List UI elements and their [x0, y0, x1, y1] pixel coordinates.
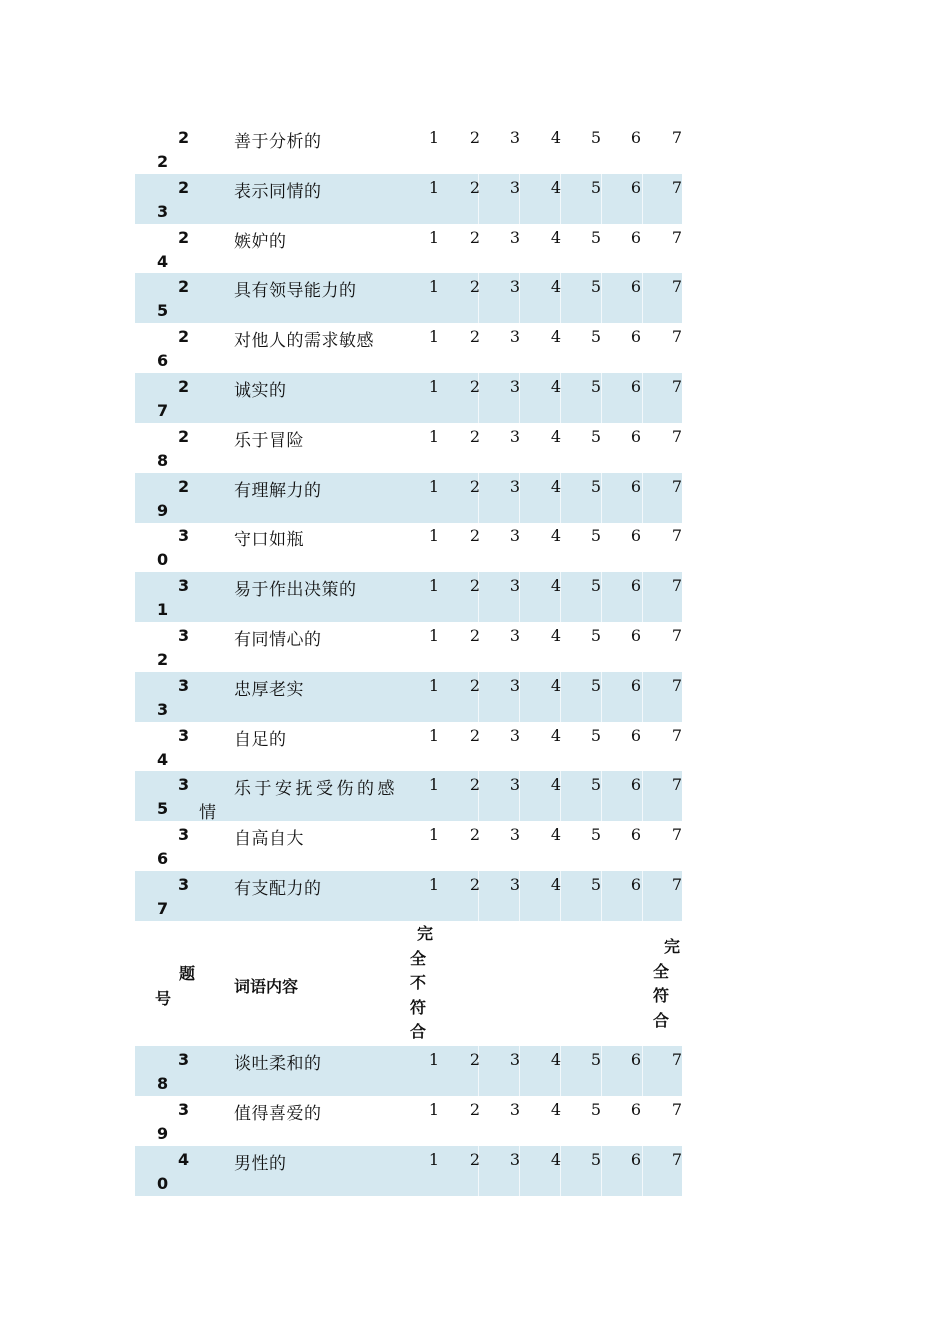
- score-option-7[interactable]: 7: [671, 1149, 683, 1169]
- score-option-5[interactable]: 5: [590, 1149, 602, 1169]
- score-option-3[interactable]: 3: [509, 476, 521, 496]
- score-option-5[interactable]: 5: [590, 626, 602, 645]
- score-option-6[interactable]: 6: [630, 476, 642, 496]
- score-option-2[interactable]: 2: [469, 426, 481, 446]
- score-option-3[interactable]: 3: [509, 1050, 521, 1069]
- score-option-4[interactable]: 4: [550, 576, 562, 596]
- score-option-4[interactable]: 4: [550, 327, 562, 347]
- left-anchor-char: 符: [409, 997, 426, 1017]
- score-option-2[interactable]: 2: [469, 177, 481, 197]
- score-option-5[interactable]: 5: [590, 576, 602, 596]
- item-word: 易于作出决策的: [234, 580, 357, 601]
- item-number: [135, 522, 230, 572]
- score-option-7[interactable]: 7: [671, 377, 683, 396]
- item-word: 有支配力的: [234, 879, 322, 899]
- score-option-7[interactable]: 7: [671, 775, 683, 795]
- item-number: [135, 1046, 230, 1096]
- item-number: [135, 871, 230, 921]
- score-option-3[interactable]: 3: [509, 227, 521, 247]
- score-option-4[interactable]: 4: [550, 526, 562, 546]
- score-option-2[interactable]: 2: [469, 377, 481, 396]
- item-number-digit-2: 8: [157, 450, 169, 470]
- item-number: [135, 373, 230, 423]
- item-number-digit-1: 3: [178, 1099, 190, 1119]
- score-option-4[interactable]: 4: [550, 476, 562, 496]
- score-option-3[interactable]: 3: [509, 1149, 521, 1169]
- score-option-3[interactable]: 3: [509, 875, 521, 894]
- item-number-digit-1: 4: [178, 1149, 190, 1169]
- score-option-4[interactable]: 4: [550, 675, 562, 695]
- table-row: [135, 1096, 682, 1146]
- score-option-6[interactable]: 6: [630, 626, 642, 645]
- score-option-5[interactable]: 5: [590, 476, 602, 496]
- item-number: [135, 174, 230, 224]
- item-number-digit-1: 3: [178, 775, 190, 795]
- score-option-1[interactable]: 1: [428, 626, 440, 645]
- score-option-2[interactable]: 2: [469, 576, 481, 596]
- score-option-5[interactable]: 5: [590, 377, 602, 396]
- table-row: [135, 821, 682, 871]
- score-option-2[interactable]: 2: [469, 526, 481, 546]
- score-option-6[interactable]: 6: [630, 576, 642, 596]
- score-option-2[interactable]: 2: [469, 875, 481, 894]
- score-option-3[interactable]: 3: [509, 327, 521, 347]
- score-option-4[interactable]: 4: [550, 227, 562, 247]
- item-word: 嫉妒的: [234, 231, 287, 252]
- score-option-2[interactable]: 2: [469, 626, 481, 645]
- header-right-anchor: [652, 935, 681, 1033]
- item-number-digit-1: 2: [178, 177, 190, 197]
- item-word: 乐于安抚受伤的感: [234, 779, 398, 800]
- table-row: [135, 572, 682, 622]
- right-anchor-char: 完: [664, 937, 681, 956]
- score-option-5[interactable]: 5: [590, 875, 602, 894]
- score-option-1[interactable]: 1: [428, 675, 440, 695]
- item-number-digit-2: 5: [157, 301, 169, 321]
- score-option-2[interactable]: 2: [469, 327, 481, 347]
- score-option-4[interactable]: 4: [550, 177, 562, 197]
- table-row: [135, 771, 683, 824]
- score-option-7[interactable]: 7: [671, 675, 683, 695]
- score-option-1[interactable]: 1: [428, 227, 440, 247]
- score-option-3[interactable]: 3: [509, 576, 521, 596]
- left-anchor-char: 不: [409, 973, 426, 992]
- score-option-3[interactable]: 3: [509, 128, 521, 147]
- score-option-1[interactable]: 1: [428, 576, 440, 596]
- table-row: [135, 174, 682, 224]
- score-option-2[interactable]: 2: [469, 128, 481, 147]
- item-number: [135, 1146, 230, 1196]
- score-option-5[interactable]: 5: [590, 725, 602, 745]
- score-option-2[interactable]: 2: [469, 775, 481, 795]
- item-number-digit-2: 6: [157, 849, 169, 869]
- score-option-2[interactable]: 2: [469, 825, 481, 845]
- score-option-6[interactable]: 6: [630, 1050, 642, 1069]
- score-option-6[interactable]: 6: [630, 675, 642, 695]
- score-option-5[interactable]: 5: [590, 128, 602, 147]
- right-anchor-char: 符: [652, 986, 669, 1005]
- score-option-1[interactable]: 1: [428, 1050, 440, 1069]
- item-word: 谈吐柔和的: [234, 1054, 322, 1074]
- score-option-3[interactable]: 3: [509, 526, 521, 546]
- item-number-digit-2: 9: [157, 1123, 169, 1143]
- score-option-1[interactable]: 1: [428, 377, 440, 396]
- item-word: 表示同情的: [234, 181, 322, 202]
- item-number-digit-1: 2: [178, 227, 190, 247]
- item-number-digit-1: 2: [178, 476, 190, 496]
- score-option-7[interactable]: 7: [671, 426, 683, 446]
- score-option-1[interactable]: 1: [428, 177, 440, 197]
- score-option-2[interactable]: 2: [469, 675, 481, 695]
- item-number-digit-2: 1: [157, 600, 169, 620]
- score-option-2[interactable]: 2: [469, 277, 481, 297]
- score-option-3[interactable]: 3: [509, 675, 521, 695]
- item-number-digit-2: 8: [157, 1074, 169, 1093]
- score-option-4[interactable]: 4: [550, 377, 562, 396]
- score-option-5[interactable]: 5: [590, 675, 602, 695]
- score-option-1[interactable]: 1: [428, 825, 440, 845]
- item-number-digit-2: 5: [157, 799, 169, 819]
- score-option-4[interactable]: 4: [550, 626, 562, 645]
- score-option-6[interactable]: 6: [630, 825, 642, 845]
- score-option-7[interactable]: 7: [671, 128, 683, 147]
- item-number-digit-2: 3: [157, 699, 169, 719]
- item-word: 对他人的需求敏感: [234, 331, 374, 352]
- table-row: [135, 473, 682, 523]
- item-number-digit-1: 3: [178, 675, 190, 695]
- table-row: [135, 323, 682, 373]
- item-number-digit-1: 2: [178, 377, 190, 396]
- item-word: 忠厚老实: [234, 679, 304, 700]
- item-number: [135, 323, 230, 373]
- item-number-digit-2: 0: [157, 1173, 169, 1193]
- item-number-digit-1: 3: [178, 626, 190, 645]
- item-number-digit-1: 2: [178, 128, 190, 147]
- item-number: [135, 273, 230, 323]
- score-option-1[interactable]: 1: [428, 1149, 440, 1169]
- item-number: [135, 622, 230, 672]
- score-option-7[interactable]: 7: [671, 327, 683, 347]
- item-number-digit-1: 2: [178, 327, 190, 347]
- score-option-7[interactable]: 7: [671, 1099, 683, 1119]
- header-left-anchor: [409, 922, 434, 1045]
- score-option-4[interactable]: 4: [550, 875, 562, 894]
- item-number: [135, 821, 230, 871]
- score-option-2[interactable]: 2: [469, 227, 481, 247]
- item-number: [135, 423, 230, 473]
- score-option-1[interactable]: 1: [428, 1099, 440, 1119]
- score-option-5[interactable]: 5: [590, 327, 602, 347]
- item-number-digit-1: 3: [178, 526, 190, 546]
- score-option-3[interactable]: 3: [509, 825, 521, 845]
- score-option-4[interactable]: 4: [550, 775, 562, 795]
- score-option-3[interactable]: 3: [509, 1099, 521, 1119]
- table-row: [135, 373, 682, 423]
- item-word: 值得喜爱的: [234, 1103, 322, 1124]
- score-option-4[interactable]: 4: [550, 426, 562, 446]
- item-number-digit-2: 4: [157, 251, 169, 271]
- score-option-1[interactable]: 1: [428, 725, 440, 745]
- table-row: [135, 224, 682, 274]
- item-number-digit-2: 7: [157, 401, 169, 420]
- score-option-7[interactable]: 7: [671, 825, 683, 845]
- item-number-digit-1: 3: [178, 576, 190, 596]
- left-anchor-char: 完: [417, 924, 434, 943]
- score-option-7[interactable]: 7: [671, 227, 683, 247]
- score-option-1[interactable]: 1: [428, 875, 440, 894]
- item-word: 守口如瓶: [234, 530, 304, 551]
- score-option-3[interactable]: 3: [509, 626, 521, 645]
- item-number: [135, 722, 230, 772]
- score-option-4[interactable]: 4: [550, 128, 562, 147]
- item-number: [135, 473, 230, 523]
- score-option-3[interactable]: 3: [509, 377, 521, 396]
- score-option-5[interactable]: 5: [590, 825, 602, 845]
- score-option-2[interactable]: 2: [469, 725, 481, 745]
- score-option-1[interactable]: 1: [428, 775, 440, 795]
- item-word: 诚实的: [234, 381, 287, 401]
- score-option-4[interactable]: 4: [550, 1050, 562, 1069]
- header-num-label-2: 号: [155, 989, 172, 1008]
- score-option-6[interactable]: 6: [630, 426, 642, 446]
- score-option-7[interactable]: 7: [671, 177, 683, 197]
- score-option-7[interactable]: 7: [671, 626, 683, 645]
- item-word: 具有领导能力的: [234, 281, 357, 302]
- score-option-6[interactable]: 6: [630, 277, 642, 297]
- score-option-2[interactable]: 2: [469, 1099, 481, 1119]
- score-option-6[interactable]: 6: [630, 227, 642, 247]
- item-number: [135, 672, 230, 722]
- score-option-4[interactable]: 4: [550, 1099, 562, 1119]
- score-option-3[interactable]: 3: [509, 277, 521, 297]
- score-option-1[interactable]: 1: [428, 526, 440, 546]
- score-option-3[interactable]: 3: [509, 725, 521, 745]
- score-option-1[interactable]: 1: [428, 476, 440, 496]
- score-option-5[interactable]: 5: [590, 177, 602, 197]
- score-option-4[interactable]: 4: [550, 1149, 562, 1169]
- score-option-6[interactable]: 6: [630, 1099, 642, 1119]
- score-option-3[interactable]: 3: [509, 426, 521, 446]
- score-option-6[interactable]: 6: [630, 875, 642, 894]
- item-word-continued: 情: [199, 803, 216, 824]
- score-option-2[interactable]: 2: [469, 476, 481, 496]
- score-option-5[interactable]: 5: [590, 775, 602, 795]
- score-option-1[interactable]: 1: [428, 426, 440, 446]
- score-option-1[interactable]: 1: [428, 128, 440, 147]
- item-number-digit-2: 7: [157, 899, 169, 918]
- table-row: [135, 522, 682, 572]
- score-option-6[interactable]: 6: [630, 1149, 642, 1169]
- score-option-6[interactable]: 6: [630, 177, 642, 197]
- score-option-7[interactable]: 7: [671, 576, 683, 596]
- right-anchor-char: 全: [652, 961, 669, 981]
- item-word: 有同情心的: [234, 630, 322, 650]
- left-anchor-char: 合: [409, 1022, 426, 1041]
- item-number-digit-2: 6: [157, 351, 169, 371]
- score-option-2[interactable]: 2: [469, 1050, 481, 1069]
- item-number-digit-2: 2: [157, 650, 169, 669]
- item-number-digit-2: 9: [157, 500, 169, 520]
- score-option-7[interactable]: 7: [671, 526, 683, 546]
- score-option-6[interactable]: 6: [630, 377, 642, 396]
- table-row: [135, 124, 682, 174]
- item-number-digit-2: 2: [157, 152, 169, 171]
- score-option-4[interactable]: 4: [550, 825, 562, 845]
- item-word: 男性的: [234, 1153, 287, 1174]
- score-option-5[interactable]: 5: [590, 1050, 602, 1069]
- score-option-4[interactable]: 4: [550, 277, 562, 297]
- header-num-label-1: 题: [179, 964, 196, 983]
- score-option-1[interactable]: 1: [428, 327, 440, 347]
- item-number-digit-2: 0: [157, 550, 169, 570]
- score-option-5[interactable]: 5: [590, 526, 602, 546]
- item-word: 善于分析的: [234, 132, 322, 152]
- score-option-7[interactable]: 7: [671, 277, 683, 297]
- score-option-3[interactable]: 3: [509, 775, 521, 795]
- item-number-digit-2: 3: [157, 201, 169, 221]
- item-number-digit-1: 3: [178, 1050, 190, 1069]
- item-number: [135, 1096, 230, 1146]
- score-option-5[interactable]: 5: [590, 227, 602, 247]
- score-option-6[interactable]: 6: [630, 128, 642, 147]
- score-option-7[interactable]: 7: [671, 1050, 683, 1069]
- item-number-digit-1: 3: [178, 825, 190, 845]
- score-option-6[interactable]: 6: [630, 526, 642, 546]
- table-row: [135, 273, 682, 323]
- item-number-digit-1: 3: [178, 725, 190, 745]
- score-option-6[interactable]: 6: [630, 725, 642, 745]
- item-number-digit-2: 4: [157, 749, 169, 769]
- table-row: [135, 1046, 682, 1096]
- score-option-1[interactable]: 1: [428, 277, 440, 297]
- score-option-2[interactable]: 2: [469, 1149, 481, 1169]
- score-option-4[interactable]: 4: [550, 725, 562, 745]
- table-row: [135, 871, 682, 921]
- score-option-5[interactable]: 5: [590, 1099, 602, 1119]
- score-option-5[interactable]: 5: [590, 277, 602, 297]
- score-option-7[interactable]: 7: [671, 725, 683, 745]
- table-header: [135, 920, 695, 1046]
- header-word-label: 词语内容: [234, 977, 299, 996]
- table-row: [135, 672, 682, 722]
- item-word: 乐于冒险: [234, 430, 304, 451]
- table-row: [135, 423, 682, 473]
- score-option-5[interactable]: 5: [590, 426, 602, 446]
- score-option-3[interactable]: 3: [509, 177, 521, 197]
- item-number-digit-1: 3: [178, 875, 190, 894]
- item-number: [135, 572, 230, 622]
- score-option-6[interactable]: 6: [630, 775, 642, 795]
- item-number: [135, 124, 230, 174]
- item-number-digit-1: 2: [178, 426, 190, 446]
- right-anchor-char: 合: [652, 1010, 669, 1030]
- item-number: [135, 224, 230, 274]
- table-row: [135, 1146, 682, 1196]
- item-word: 自高自大: [234, 829, 304, 850]
- item-number-digit-1: 2: [178, 277, 190, 297]
- score-option-6[interactable]: 6: [630, 327, 642, 347]
- left-anchor-char: 全: [409, 948, 426, 968]
- table-row: [135, 622, 682, 672]
- table-row: [135, 722, 682, 772]
- item-word: 自足的: [234, 729, 287, 750]
- score-option-7[interactable]: 7: [671, 875, 683, 894]
- score-option-7[interactable]: 7: [671, 476, 683, 496]
- item-word: 有理解力的: [234, 480, 322, 501]
